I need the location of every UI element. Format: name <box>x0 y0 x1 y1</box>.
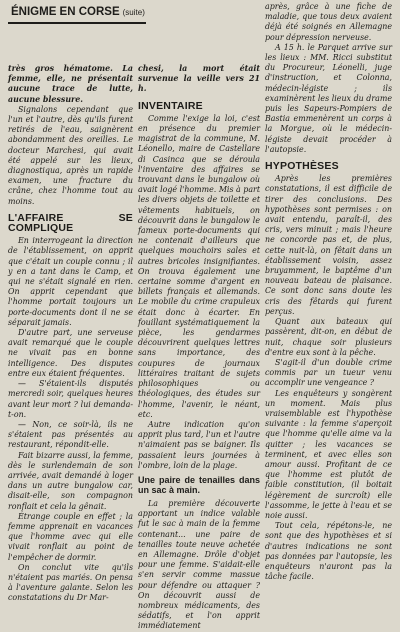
col2-paragraph: Comme l'exige la loi, c'est en présence du premier magistrat de la commune, M. Léonello, maire de Castellare di Casinca que se déroula l'inventaire des affaires se trouvant dans le bungalow où avait logé l'homme. Mis à part les divers objets de toilette et vêtements habituels, on découvrit dans le bungalow le fameux porte-documents qui ne contenait d'ailleurs que quelques mouchoirs sales et autres bricoles insignifiantes. On trouva également une certaine somme d'argent en billets français et allemands. Le mobile du crime crapuleux était donc à écarter. En fouillant systématiquement la pièce, les gendarmes découvrirent quelques lettres sans importance, des coupures de journaux littéraires traitant de sujets philosophiques ou théologiques, des études sur l'homme, l'avenir, le néant, etc. <box>138 113 260 419</box>
col1-dialogue: — S'étaient-ils disputés mercredi soir, quelques heures avant leur mort ? lui demanda-t-on. <box>8 379 133 419</box>
col2-paragraph: Autre indication qu'on apprit plus tard, l'un et l'autre n'aimaient pas se baigner. Ils passaient leurs journées à l'ombre, loin de la plage. <box>138 419 260 470</box>
article-title: ÉNIGME EN CORSE <box>11 6 120 18</box>
col1-paragraph: D'autre part, une serveuse avait remarqué que le couple ne vivait pas en bonne intelligence. Des disputes entre eux étaient fréquentes. <box>8 328 133 378</box>
col3-paragraph: A 15 h. le Parquet arrive sur les lieux : MM. Ricci substitut du Procureur, Léonelli, juge d'instruction, et Colonna, médecin-légiste ; ils examinèrent les lieux du drame puis les Sapeurs-Pompiers de Bastia emmenèrent un corps à la Morgue, où le médecin-légiste devait procéder à l'autopsie. <box>265 42 392 154</box>
section-heading-hypotheses: HYPOTHÈSES <box>265 160 339 173</box>
col1-paragraph: Fait bizarre aussi, la femme, dès le surlendemain de son arrivée, avait demandé à loger dans un autre bungalow car, disait-elle, son compagnon ronflait et cela la gênait. <box>8 450 133 511</box>
col1-paragraph: Étrange couple en effet ; la femme apprenait en vacances que l'homme avec qui elle vivait ronflait au point de l'empêcher de dormir. <box>8 511 133 562</box>
article-heading <box>8 2 149 22</box>
col1-paragraph: Signalons cependant que l'un et l'autre, dès qu'ils furent retirés de l'eau, saignèrent abondamment des oreilles. Le docteur Marchesi, qui avait été appelé sur les lieux, diagnostiqua, après un rapide examen, une fracture du crâne, chez l'homme tout au moins. <box>8 104 133 206</box>
col1-paragraph: On conclut vite qu'ils n'étaient pas mariés. On pensa à l'aventure galante. Selon les constatations du Dr Mar- <box>8 562 133 603</box>
subheading-tenailles: Une paire de tenailles dans un sac à main. <box>138 474 260 496</box>
col3-paragraph: Après les premières constatations, il est difficile de tirer des conclusions. Des hypothèses sont permises : on avait entendu, paraît-il, des cris, vers minuit ; mais l'heure ne concorde pas et, de plus, cette nuit-là, on fêtait dans un établissement voisin, assez bruyamment, le baptême d'un nouveau bateau de plaisance. Ce sont donc sans doute les cris des fêtards qui furent perçus. <box>265 174 392 316</box>
text-column-2 <box>138 64 260 631</box>
col3-paragraph: S'agit-il d'un double crime commis par un tueur venu accomplir une vengeance ? <box>265 357 392 388</box>
col3-lead: après, grâce à une fiche de maladie, que tous deux avaient déjà été soignés en Allemagne pour dépression nerveuse. <box>265 2 392 42</box>
col2-paragraph: La première découverte apportant un indice valable fut le sac à main de la femme contenant... une paire de tenailles toute neuve achetée en Allemagne. Drôle d'objet pour une femme. S'aidait-elle s'en servir comme massue pour défendre ou attaquer ? On découvrit aussi de nombreux médicaments, des sédatifs, et l'on apprit immédiatement <box>138 498 260 631</box>
col2-lead: chesi, la mort était survenue la veille vers 21 h. <box>138 64 260 94</box>
section-heading-inventaire: INVENTAIRE <box>138 99 203 112</box>
article-title-suffix: (suite) <box>122 7 145 17</box>
text-column-1 <box>8 64 133 602</box>
text-column-3 <box>265 2 392 602</box>
col3-paragraph: Les enquêteurs y songèrent un moment. Mais plus vraisemblable est l'hypothèse suivante : la femme s'aperçoit que l'homme qu'elle aime va la quitter ; les vacances se terminent, et avec elles son amour aussi. Profitant de ce que l'homme est plutôt de faible constitution, (il boitait légèrement de surcroît) elle l'assomme, le jette à l'eau et se noie aussi. <box>265 388 392 520</box>
col3-paragraph: Tout cela, répétons-le, ne sont que des hypothèses et si d'autres indications ne sont pas données par l'autopsie, les enquêteurs n'auront pas la tâche facile. <box>265 521 392 582</box>
heading-rule <box>8 22 146 24</box>
col1-paragraph: En interrogeant la direction de l'établissement, on apprit que c'était un couple connu ; il y en a tant dans le Camp, et qui ne s'était signalé en rien. On apprit cependant que l'homme portait toujours un porte-documents dont il ne se séparait jamais. <box>8 236 133 327</box>
section-heading-complique: L'AFFAIRE SE COMPLIQUE <box>8 211 133 235</box>
col1-lead: très gros hématome. La femme, elle, ne présentait aucune trace de lutte, aucune blessure. <box>8 64 133 104</box>
col1-dialogue: — Non, ce soir-là, ils ne s'étaient pas présentés au restaurant, répondit-elle. <box>8 419 133 450</box>
col3-paragraph: Quant aux bateaux qui passèrent, dit-on, en début de nuit, chaque soir plusieurs d'entre eux sont à la pêche. <box>265 317 392 357</box>
